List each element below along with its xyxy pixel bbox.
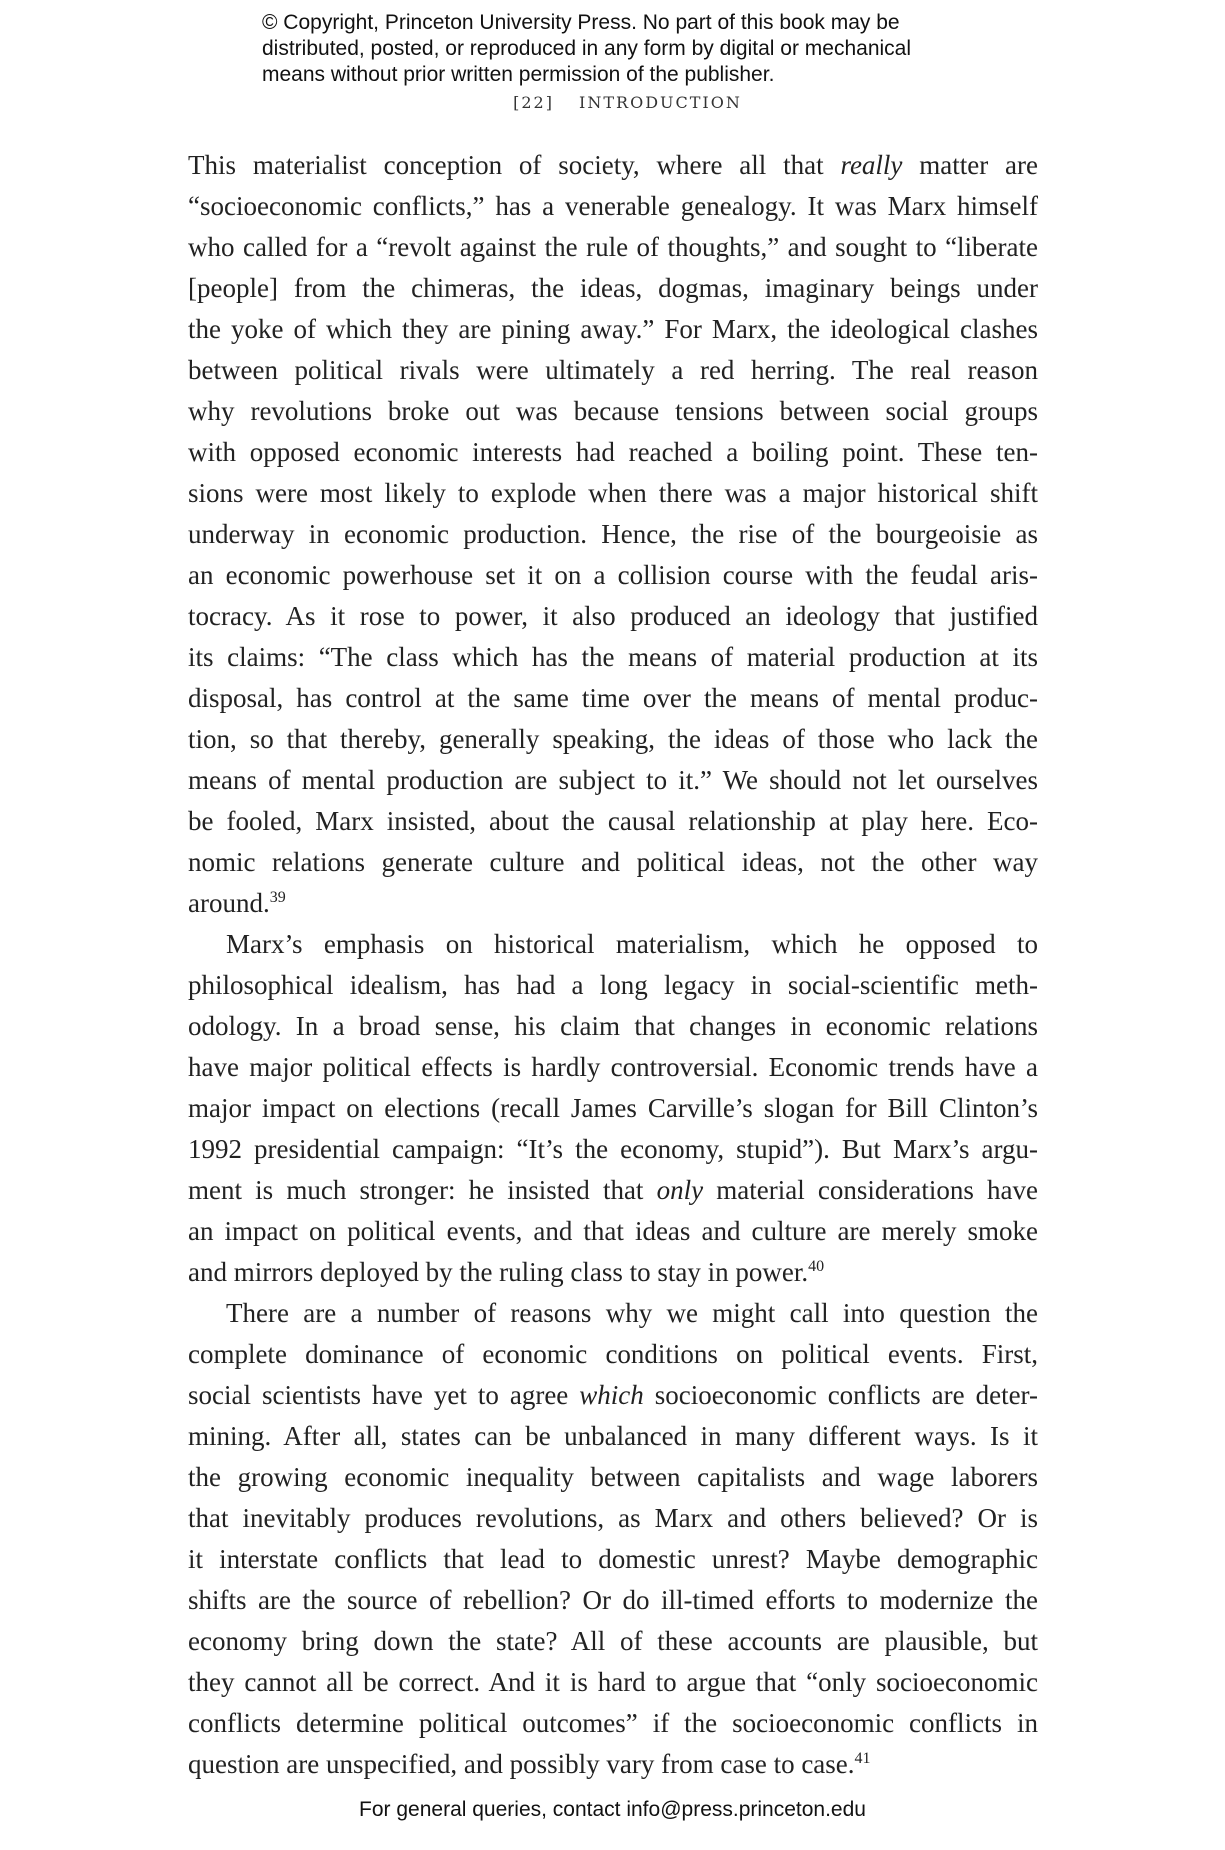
text-line: social scientists have yet to agree which socioeconomic conflicts are deter- [188, 1380, 1039, 1410]
text-line: between political rivals were ultimately a red herring. The real reason [188, 355, 1038, 385]
text-line: it interstate conflicts that lead to domestic unrest? Maybe demographic [188, 1544, 1038, 1574]
text-line: philosophical idealism, has had a long legacy in social-scientific meth- [188, 970, 1038, 1000]
text-line: underway in economic production. Hence, the rise of the bourgeoisie as [188, 519, 1038, 549]
copyright-line: distributed, posted, or reproduced in any form by digital or mechanical [262, 37, 912, 60]
footnote-ref[interactable]: 40 [808, 1258, 825, 1275]
text-line: have major political effects is hardly controversial. Economic trends have a [188, 1052, 1038, 1082]
emphasis: which [579, 1380, 644, 1410]
text-line: Marx’s emphasis on historical materialism, which he opposed to [226, 929, 1038, 959]
footer-contact: For general queries, contact info@press.princeton.edu [359, 1798, 866, 1821]
text-line: disposal, has control at the same time over the means of mental produc- [188, 683, 1038, 713]
text-line: “socioeconomic conflicts,” has a venerable genealogy. It was Marx himself [188, 191, 1038, 221]
text-line: mining. After all, states can be unbalanced in many different ways. Is it [188, 1421, 1038, 1451]
text-line: odology. In a broad sense, his claim that changes in economic relations [188, 1011, 1038, 1041]
text-line: its claims: “The class which has the means of material production at its [188, 642, 1038, 672]
text-line: major impact on elections (recall James Carville’s slogan for Bill Clinton’s [188, 1093, 1038, 1123]
paragraph [188, 1293, 1038, 1785]
footnote-ref[interactable]: 41 [854, 1750, 871, 1767]
text-line: This materialist conception of society, where all that really matter are [188, 150, 1038, 180]
text-line: an economic powerhouse set it on a collision course with the feudal aris- [188, 560, 1038, 590]
text-line: around.$^{39}$ [188, 888, 286, 918]
text-line: the yoke of which they are pining away.” For Marx, the ideological clashes [188, 314, 1038, 344]
text-line: who called for a “revolt against the rule of thoughts,” and sought to “liberate [188, 232, 1038, 262]
text-line: conflicts determine political outcomes” if the socioeconomic conflicts in [188, 1708, 1038, 1738]
text-line: and mirrors deployed by the ruling class to stay in power.$^{40}$ [188, 1257, 825, 1287]
text-line: There are a number of reasons why we might call into question the [226, 1298, 1038, 1328]
copyright-line: © Copyright, Princeton University Press. No part of this book may be [262, 11, 900, 34]
body-text [188, 145, 1038, 1785]
text-line: ment is much stronger: he insisted that only material considerations have [188, 1175, 1038, 1205]
text-line: why revolutions broke out was because tensions between social groups [188, 396, 1038, 426]
text-line: an impact on political events, and that ideas and culture are merely smoke [188, 1216, 1038, 1246]
paragraph [188, 924, 1038, 1293]
text-line: the growing economic inequality between capitalists and wage laborers [188, 1462, 1038, 1492]
text-line: with opposed economic interests had reached a boiling point. These ten- [188, 437, 1038, 467]
text-line: they cannot all be correct. And it is hard to argue that “only socioeconomic [188, 1667, 1038, 1697]
text-line: economy bring down the state? All of these accounts are plausible, but [188, 1626, 1038, 1656]
copyright-notice [262, 10, 982, 88]
text-line: tocracy. As it rose to power, it also produced an ideology that justified [188, 601, 1038, 631]
section-title: INTRODUCTION [579, 93, 742, 112]
paragraph [188, 145, 1038, 924]
text-line: complete dominance of economic conditions on political events. First, [188, 1339, 1038, 1369]
footnote-ref[interactable]: 39 [269, 889, 286, 906]
text-line: shifts are the source of rebellion? Or do ill-timed efforts to modernize the [188, 1585, 1038, 1615]
text-line: 1992 presidential campaign: “It’s the economy, stupid”). But Marx’s argu- [188, 1134, 1038, 1164]
emphasis: really [840, 150, 903, 180]
running-head [0, 93, 1225, 112]
text-line: means of mental production are subject to it.” We should not let ourselves [188, 765, 1038, 795]
text-line: sions were most likely to explode when there was a major historical shift [188, 478, 1038, 508]
text-line: tion, so that thereby, generally speaking, the ideas of those who lack the [188, 724, 1038, 754]
text-line: be fooled, Marx insisted, about the causal relationship at play here. Eco- [188, 806, 1038, 836]
text-line: nomic relations generate culture and political ideas, not the other way [188, 847, 1038, 877]
page-number: [22] [513, 93, 554, 112]
text-line: question are unspecified, and possibly vary from case to case.$^{41}$ [188, 1749, 871, 1779]
copyright-line: means without prior written permission of the publisher. [262, 63, 775, 86]
text-line: that inevitably produces revolutions, as Marx and others believed? Or is [188, 1503, 1038, 1533]
emphasis: only [656, 1175, 704, 1205]
text-line: [people] from the chimeras, the ideas, dogmas, imaginary beings under [188, 273, 1038, 303]
